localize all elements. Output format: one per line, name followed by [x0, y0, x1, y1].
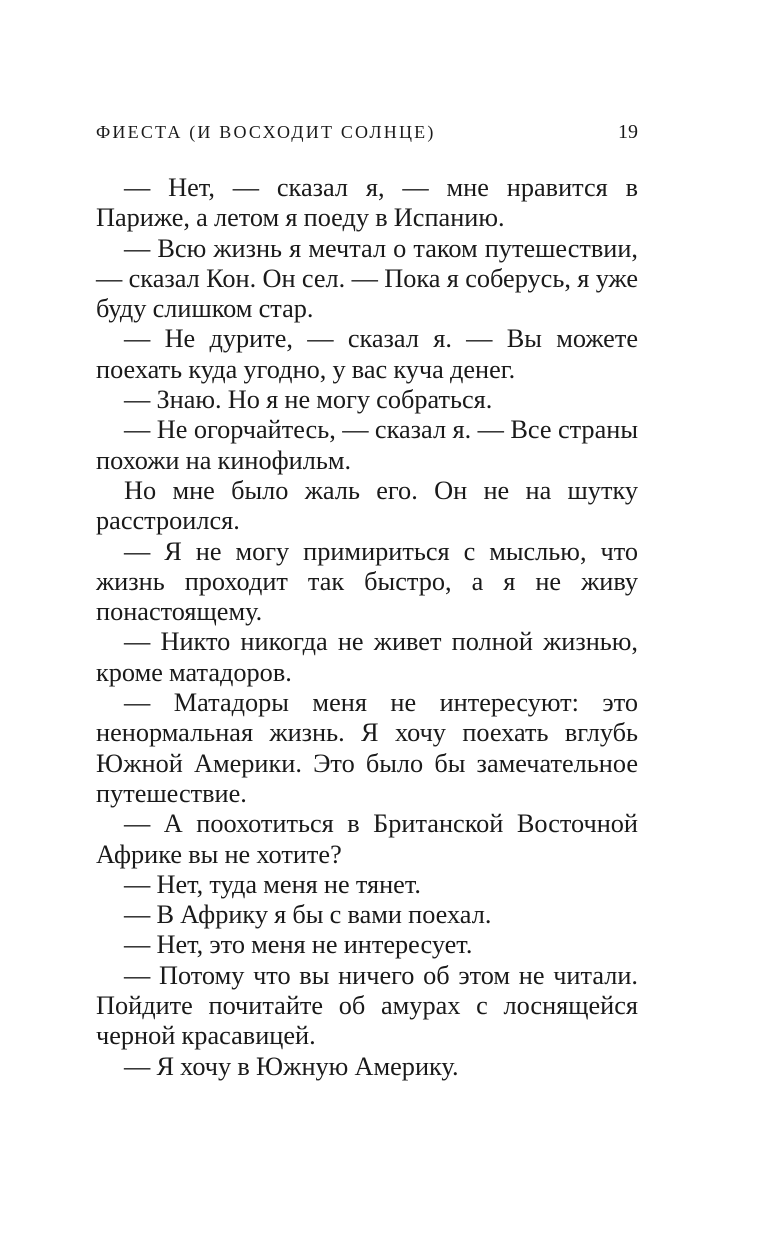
paragraph: — Потому что вы ничего об этом не читали. Пойдите почитайте об амурах с лоснящейся черной красавицей.	[96, 960, 638, 1051]
paragraph: — В Африку я бы с вами поехал.	[124, 900, 492, 930]
paragraph: — Матадоры меня не интересуют: это ненормальная жизнь. Я хочу поехать вглубь Южной Америки. Это было бы замечательное путешествие.	[96, 688, 638, 808]
paragraph: — Я хочу в Южную Америку.	[124, 1051, 459, 1081]
running-header	[96, 121, 638, 151]
body-text	[96, 173, 638, 1082]
running-title: ФИЕСТА (И ВОСХОДИТ СОЛНЦЕ)	[96, 122, 436, 142]
paragraph: — Нет, это меня не интересует.	[124, 930, 473, 960]
paragraph: — Не дурите, — сказал я. — Вы можете поехать куда угодно, у вас куча денег.	[96, 324, 638, 384]
paragraph: — Не огорчайтесь, — сказал я. — Все страны похожи на кинофильм.	[96, 415, 638, 475]
paragraph: — Нет, туда меня не тянет.	[124, 869, 421, 899]
paragraph: — Я не могу примириться с мыслью, что жизнь проходит так быстро, а я не живу понастоящему.	[96, 536, 638, 627]
paragraph: Но мне было жаль его. Он не на шутку расстроился.	[96, 475, 638, 536]
paragraph: — Нет, — сказал я, — мне нравится в Париже, а летом я поеду в Испанию.	[96, 173, 638, 233]
paragraph: — А поохотиться в Британской Восточной Африке вы не хотите?	[96, 809, 638, 869]
paragraph: — Знаю. Но я не могу собраться.	[124, 385, 493, 415]
page-number: 19	[618, 121, 638, 143]
paragraph: — Никто никогда не живет полной жизнью, кроме матадоров.	[96, 627, 638, 687]
paragraph: — Всю жизнь я мечтал о таком путешествии, — сказал Кон. Он сел. — Пока я соберусь, я уже буду слишком стар.	[96, 233, 638, 324]
